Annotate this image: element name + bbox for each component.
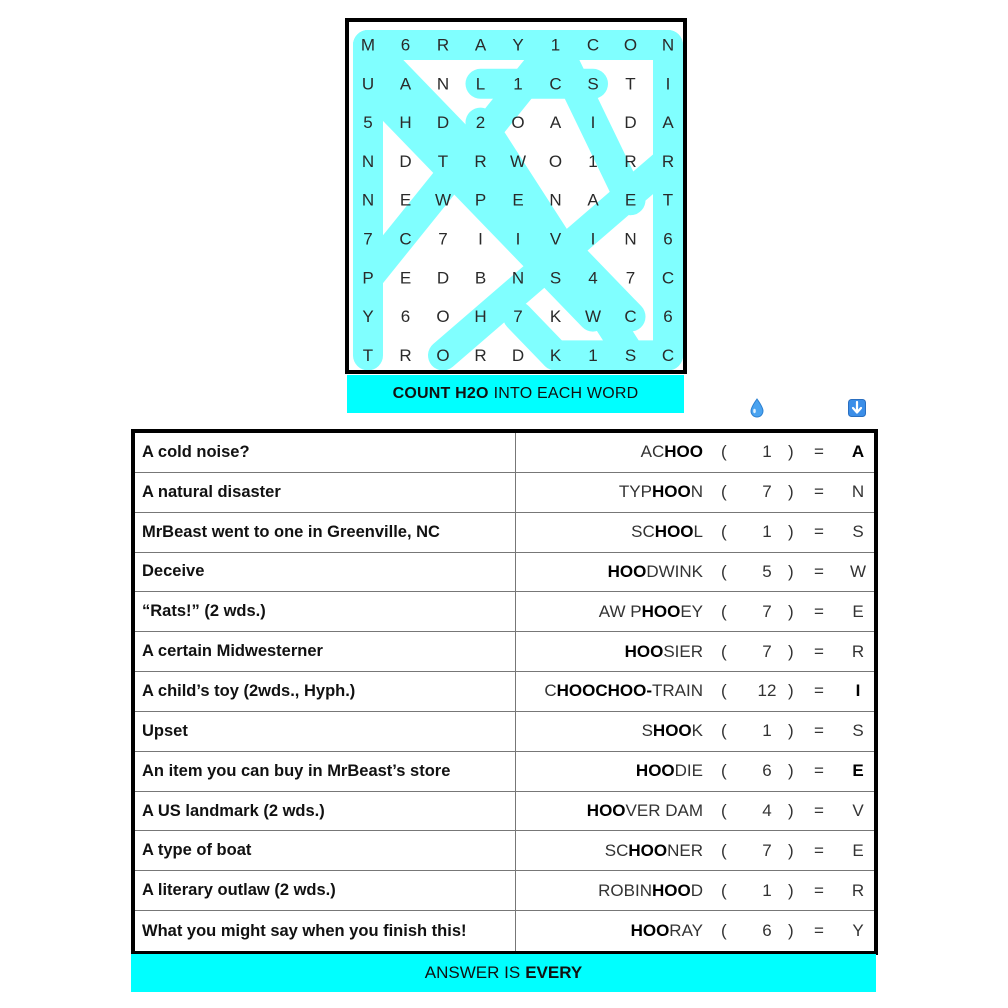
equals-sign: = [814,761,824,781]
close-paren: ) [788,482,794,502]
result-letter: V [852,801,864,821]
word-prefix: AC [640,442,665,462]
close-paren: ) [788,601,794,621]
clue-table [131,429,878,955]
clue-row [135,672,874,712]
answer-cell [516,513,874,552]
open-paren: ( [721,761,727,781]
clue-text: What you might say when you finish this! [135,911,516,951]
grid-letter: 7 [438,229,448,249]
h2o-count: 7 [762,641,772,661]
grid-letter: N [549,190,562,210]
result-letter: A [851,442,865,462]
equals-sign: = [814,801,824,821]
clue-row [135,831,874,871]
open-paren: ( [721,721,727,741]
grid-letter: R [474,151,487,171]
grid-letter: D [436,268,450,288]
open-paren: ( [721,482,727,502]
word-hoo: HOO [607,561,647,581]
clue-text: Deceive [135,553,516,592]
clue-row [135,433,874,473]
grid-letter: S [587,74,599,94]
grid-letter: T [437,151,449,171]
grid-letter: E [624,190,637,210]
word-suffix: DIE [674,761,703,781]
equals-sign: = [814,681,824,701]
grid-letter: D [436,113,450,133]
close-paren: ) [788,522,794,542]
open-paren: ( [721,522,727,542]
answer-word [599,592,703,631]
word-suffix: TRAIN [652,681,703,701]
grid-letter: A [662,113,674,133]
clue-text: A US landmark (2 wds.) [135,792,516,831]
grid-letter: A [587,190,599,210]
grid-letter: O [436,307,450,327]
grid-letter: S [624,345,637,365]
clue-row [135,553,874,593]
clue-text: A type of boat [135,831,516,870]
grid-letter: D [511,345,525,365]
grid-letter: 7 [625,268,636,288]
clue-row [135,473,874,513]
open-paren: ( [721,641,727,661]
answer-word [631,513,703,552]
grid-letter: T [362,345,374,365]
equals-sign: = [814,921,824,941]
grid-letter: N [361,190,375,210]
open-paren: ( [721,561,727,581]
clue-text: A certain Midwesterner [135,632,516,671]
result-letter: E [852,761,864,781]
grid-letter: C [624,307,637,327]
grid-letter: 1 [550,35,561,55]
droplet-icon [748,398,766,418]
word-hoo: HOO [641,601,681,621]
clue-row [135,632,874,672]
grid-letter: P [474,190,487,210]
close-paren: ) [788,840,794,860]
word-suffix: K [691,721,703,741]
grid-letter: R [661,151,675,171]
answer-word [631,911,703,951]
word-hoo: HOO [630,921,670,941]
clue-row [135,911,874,951]
answer-cell [516,592,874,631]
result-letter: E [852,840,864,860]
grid-letter: R [624,151,637,171]
grid-letter: E [399,268,412,288]
answer-cell [516,911,874,951]
answer-prefix: ANSWER IS [424,963,521,982]
grid-letter: P [362,268,374,288]
close-paren: ) [788,721,794,741]
word-suffix: SIER [663,641,703,661]
answer-word [587,792,703,831]
word-prefix: SC [631,522,655,542]
result-letter: N [851,482,865,502]
grid-letter: K [549,345,562,365]
equals-sign: = [814,522,824,542]
grid-letter: U [361,74,375,94]
equals-sign: = [814,721,824,741]
grid-letter: R [436,35,450,55]
h2o-count: 7 [762,601,772,621]
word-prefix: TYP [618,482,652,502]
word-hoo: HOO [652,721,692,741]
grid-letter: C [661,268,675,288]
equals-sign: = [814,601,824,621]
answer-word [598,871,703,910]
clue-text: Upset [135,712,516,751]
result-letter: S [852,721,864,741]
answer-cell [516,871,874,910]
word-prefix: C [544,681,557,701]
word-suffix: DWINK [646,561,703,581]
grid-letter: O [436,345,450,365]
clue-row [135,792,874,832]
equals-sign: = [814,880,824,900]
word-suffix: VER DAM [625,801,703,821]
grid-letter: A [399,74,412,94]
grid-letter: 7 [363,229,373,249]
grid-letter: O [548,151,563,171]
grid-letter: I [515,229,521,249]
grid-letter: R [474,345,487,365]
close-paren: ) [788,761,794,781]
answer-word [608,553,703,592]
word-suffix: N [690,482,703,502]
h2o-count: 4 [762,801,772,821]
answer-cell [516,473,874,512]
word-search-grid [345,18,687,374]
grid-letter: 6 [663,307,673,327]
clue-row [135,592,874,632]
word-suffix: NER [667,840,703,860]
word-hoo: HOO [651,880,691,900]
word-hoo: HOO [664,442,703,462]
h2o-count: 12 [757,681,777,701]
equals-sign: = [814,840,824,860]
grid-letter: I [478,229,483,249]
grid-letter: 2 [475,113,486,133]
grid-letter: B [474,268,487,288]
grid-letter: W [434,190,452,210]
clue-row [135,871,874,911]
answer-word [544,672,703,711]
grid-letter: I [665,74,671,94]
answer-word [605,831,703,870]
word-prefix: SC [604,840,629,860]
answer-word [642,712,703,751]
clue-text: A child’s toy (2wds., Hyph.) [135,672,516,711]
answer-word: EVERY [525,963,583,982]
grid-letter: Y [512,35,524,55]
open-paren: ( [721,921,727,941]
word-hoo: HOO [624,641,664,661]
grid-letter: C [661,345,675,365]
result-letter: R [851,641,865,661]
clue-text: A natural disaster [135,473,516,512]
down-arrow-icon [848,398,866,418]
close-paren: ) [788,561,794,581]
grid-letter: 7 [513,307,523,327]
word-prefix: ROBIN [598,880,652,900]
grid-letter: C [399,229,412,249]
equals-sign: = [814,641,824,661]
clue-text: MrBeast went to one in Greenville, NC [135,513,516,552]
grid-letter: N [624,229,637,249]
open-paren: ( [721,601,727,621]
grid-letter: H [399,113,412,133]
answer-banner [131,954,876,992]
open-paren: ( [721,801,727,821]
grid-letter: W [509,151,527,171]
answer-cell [516,712,874,751]
answer-word [625,632,703,671]
result-letter: I [855,681,861,701]
grid-instruction [347,375,684,413]
word-hoo: HOO [654,522,694,542]
grid-letter: 1 [588,345,598,365]
result-letter: R [851,880,865,900]
answer-word [619,473,703,512]
clue-text: “Rats!” (2 wds.) [135,592,516,631]
grid-letter: 6 [400,307,411,327]
h2o-count: 7 [762,840,772,860]
word-suffix: EY [680,601,703,621]
answer-cell [516,632,874,671]
grid-letter: E [512,190,524,210]
grid-letter: W [584,307,602,327]
answer-cell [516,553,874,592]
clue-text: A literary outlaw (2 wds.) [135,871,516,910]
grid-letter: Y [362,307,374,327]
grid-letter: M [360,35,376,55]
close-paren: ) [788,801,794,821]
answer-word [641,433,703,472]
close-paren: ) [788,442,794,462]
h2o-count: 1 [762,880,772,900]
answer-cell [516,672,874,711]
word-hoo: HOO [586,801,626,821]
grid-letter: 1 [513,74,523,94]
grid-letter: V [549,229,562,249]
h2o-count: 6 [762,761,772,781]
h2o-count: 1 [762,721,772,741]
close-paren: ) [788,641,794,661]
h2o-count: 1 [762,442,772,462]
grid-letter: T [662,190,674,210]
grid-letter: A [549,113,562,133]
answer-cell [516,433,874,472]
h2o-count: 1 [762,522,772,542]
grid-letter: 6 [400,35,411,55]
word-hoo: HOOCHOO- [556,681,652,701]
equals-sign: = [814,561,824,581]
grid-letter: N [361,151,375,171]
grid-letter: O [511,113,525,133]
grid-letter: 5 [363,113,373,133]
open-paren: ( [721,442,727,462]
open-paren: ( [721,681,727,701]
clue-row [135,513,874,553]
answer-cell [516,792,874,831]
open-paren: ( [721,840,727,860]
grid-letter: 1 [588,151,598,171]
grid-letter: T [625,74,636,94]
grid-letter: 6 [663,229,673,249]
grid-letter: K [549,307,562,327]
close-paren: ) [788,921,794,941]
grid-letter: H [474,307,487,327]
answer-cell [516,752,874,791]
h2o-count: 6 [762,921,772,941]
word-hoo: HOO [651,482,691,502]
grid-letter: 4 [588,268,598,288]
clue-text: An item you can buy in MrBeast’s store [135,752,516,791]
grid-letter: N [436,74,450,94]
equals-sign: = [814,482,824,502]
word-hoo: HOO [635,761,675,781]
word-hoo: HOO [628,840,668,860]
equals-sign: = [814,442,824,462]
clue-row [135,752,874,792]
grid-letter: R [399,345,412,365]
grid-letter: I [590,113,596,133]
clue-text: A cold noise? [135,433,516,472]
answer-word [636,752,703,791]
clue-row [135,712,874,752]
instruction-bold: COUNT H2O [392,385,489,402]
grid-letter: I [590,229,596,249]
grid-letter: A [474,35,487,55]
grid-letter: N [511,268,525,288]
result-letter: W [849,561,867,581]
h2o-count: 7 [762,482,772,502]
h2o-count: 5 [762,561,772,581]
result-letter: Y [852,921,864,941]
letter-grid-svg [349,22,683,370]
word-suffix: D [690,880,703,900]
instruction-rest: INTO EACH WORD [493,385,639,402]
open-paren: ( [721,880,727,900]
result-letter: E [852,601,864,621]
word-prefix: AW P [598,601,642,621]
grid-letter: O [623,35,638,55]
grid-letter: C [586,35,600,55]
word-prefix: S [641,721,653,741]
word-suffix: RAY [669,921,703,941]
answer-cell [516,831,874,870]
word-suffix: L [693,522,703,542]
result-letter: S [852,522,864,542]
grid-letter: D [624,113,637,133]
grid-letter: D [399,151,412,171]
grid-letter: S [549,268,562,288]
grid-letter: C [549,74,562,94]
close-paren: ) [788,681,794,701]
grid-letter: L [475,74,486,94]
grid-letter: E [399,190,412,210]
grid-letter: N [661,35,675,55]
close-paren: ) [788,880,794,900]
